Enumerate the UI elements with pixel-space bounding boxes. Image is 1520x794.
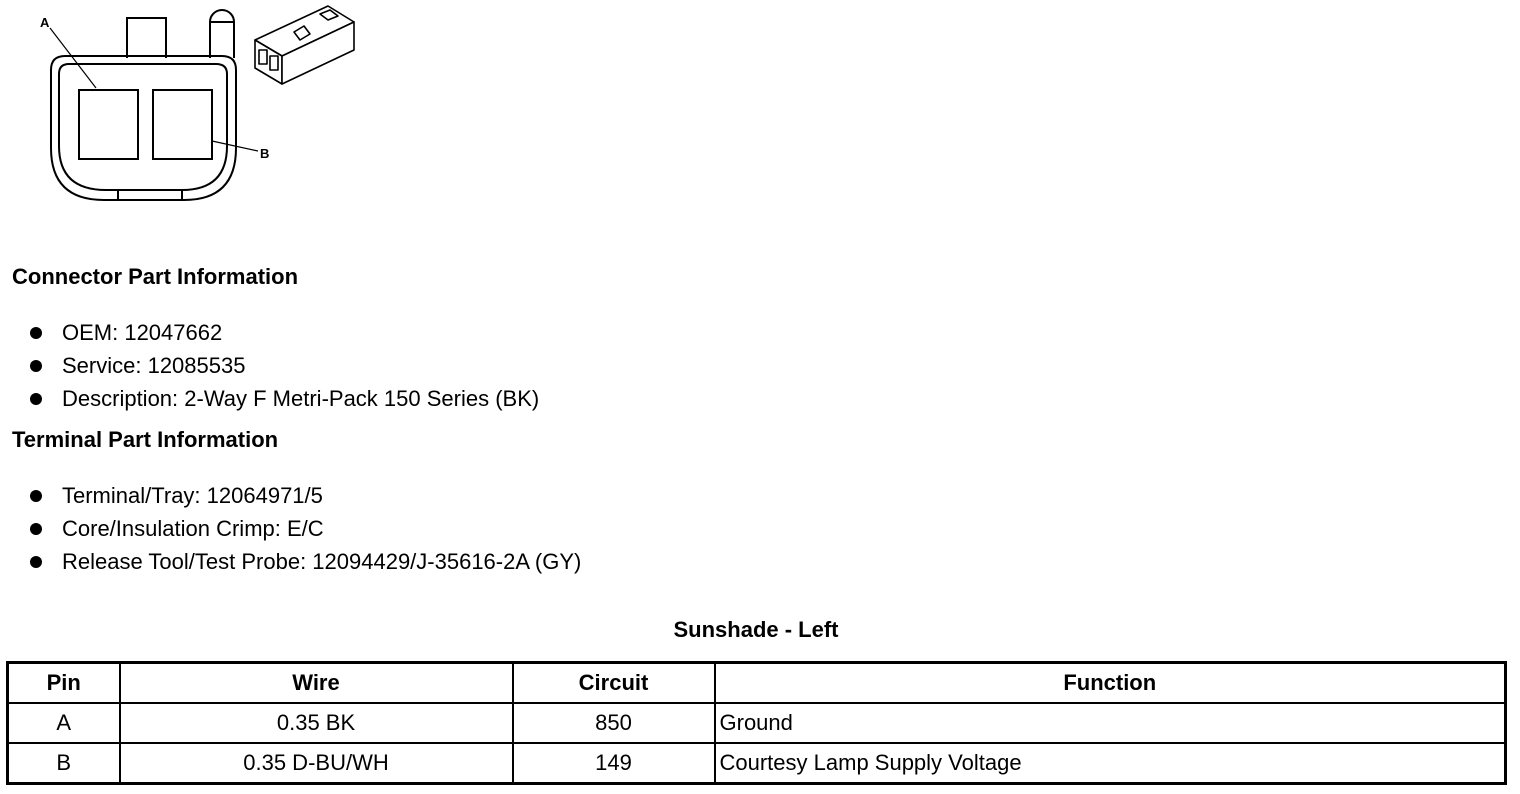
terminal-part-list — [0, 479, 581, 578]
list-item — [0, 545, 581, 578]
column-header-wire: Wire — [120, 663, 513, 704]
list-item-text: Description: 2-Way F Metri-Pack 150 Series (BK) — [62, 386, 540, 411]
pin-cell: A — [8, 703, 120, 743]
connector-part-heading: Connector Part Information — [12, 264, 299, 289]
table-row — [8, 743, 1506, 784]
pin-cell: B — [8, 743, 120, 784]
table-title: Sunshade - Left — [673, 617, 839, 642]
column-header-pin: Pin — [8, 663, 120, 704]
connector-diagram — [0, 0, 380, 215]
pin-b-label: B — [260, 146, 270, 161]
list-item-text: Service: 12085535 — [62, 353, 246, 378]
circuit-cell: 850 — [513, 703, 715, 743]
function-cell: Ground — [715, 703, 1506, 743]
wire-cell: 0.35 BK — [120, 703, 513, 743]
pin-a-label: A — [40, 15, 50, 30]
terminal-part-heading: Terminal Part Information — [12, 427, 279, 452]
bullet-icon — [30, 556, 42, 568]
table-row — [8, 703, 1506, 743]
bullet-icon — [30, 360, 42, 372]
list-item-text: OEM: 12047662 — [62, 320, 223, 345]
list-item — [0, 349, 539, 382]
circuit-cell: 149 — [513, 743, 715, 784]
bullet-icon — [30, 523, 42, 535]
column-header-circuit: Circuit — [513, 663, 715, 704]
list-item — [0, 316, 539, 349]
list-item-text: Release Tool/Test Probe: 12094429/J-35616-2A (GY) — [62, 549, 582, 574]
table-header-row — [8, 663, 1506, 704]
function-cell: Courtesy Lamp Supply Voltage — [715, 743, 1506, 784]
wire-cell: 0.35 D-BU/WH — [120, 743, 513, 784]
bullet-icon — [30, 393, 42, 405]
list-item — [0, 512, 581, 545]
list-item — [0, 382, 539, 415]
list-item-text: Core/Insulation Crimp: E/C — [62, 516, 324, 541]
bullet-icon — [30, 327, 42, 339]
pin-table — [6, 661, 1507, 785]
list-item — [0, 479, 581, 512]
connector-part-list — [0, 316, 539, 415]
list-item-text: Terminal/Tray: 12064971/5 — [62, 483, 323, 508]
column-header-function: Function — [715, 663, 1506, 704]
bullet-icon — [30, 490, 42, 502]
